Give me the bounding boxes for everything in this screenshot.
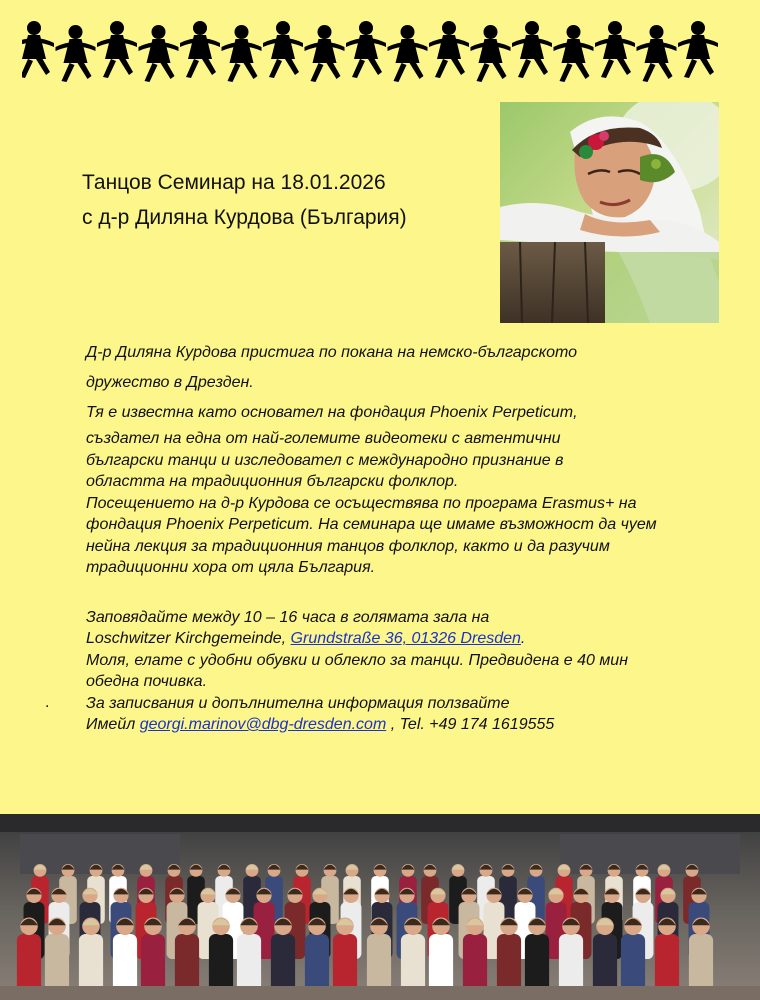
dancer-figure [263, 21, 303, 78]
seminar-description [86, 338, 746, 579]
details-line: Моля, елате с удобни обувки и облекло за танци. Предвидена е 40 мин [86, 651, 629, 669]
dancer-figure [637, 25, 677, 82]
venue-prefix: Loschwitzer Kirchgemeinde, [86, 630, 291, 648]
intro-line: традиционни хора от цяла България. [86, 559, 376, 576]
intro-line: дружество в Дрезден. [86, 374, 254, 391]
intro-line: Посещението на д-р Курдова се осъществява по програма Erasmus+ на [86, 494, 637, 512]
stray-dot: . [45, 694, 50, 711]
dancer-figure [139, 25, 179, 82]
dancer-figure [471, 25, 511, 82]
dancer-figure [180, 21, 220, 78]
dancer-figure [22, 21, 54, 78]
folk-dancers-silhouette-icon [22, 14, 740, 84]
dancer-figure [429, 21, 469, 78]
teacher-portrait-photo [500, 102, 719, 323]
details-line: За записвания и допълнителна информация ползвайте [86, 694, 510, 712]
intro-line: областта на традиционния български фолклор. [86, 473, 459, 490]
dancer-figure [97, 21, 137, 78]
intro-line: създател на една от най-големите видеотеки с автентични [86, 430, 561, 447]
dancer-figure [56, 25, 96, 82]
intro-line: български танци и изследовател с международно признание в [86, 451, 564, 469]
dancer-figure [595, 21, 635, 78]
intro-line: нейна лекция за традиционния танцов фолклор, както и да разучим [86, 537, 610, 555]
intro-line: фондация Phoenix Perpeticum. На семинара ще имаме възможност да чуем [86, 516, 657, 533]
details-line: обедна почивка. [86, 673, 208, 691]
dancer-figure [388, 25, 428, 82]
portrait-icon [500, 102, 719, 323]
venue-line [86, 628, 746, 649]
title-line-date: Танцов Семинар на 18.01.2026 [82, 171, 386, 194]
dancer-figure [305, 25, 345, 82]
group-photo-icon [0, 814, 760, 1000]
group-photo [0, 814, 760, 1000]
dancer-figure [346, 21, 386, 78]
address-link[interactable]: Grundstraße 36, 01326 Dresden [290, 630, 521, 648]
intro-line: Д-р Диляна Курдова пристига по покана на немско-българското [86, 344, 578, 361]
dancer-figure [512, 21, 552, 78]
email-prefix: Имейл [86, 716, 140, 734]
contact-line [86, 714, 746, 735]
dancer-figure [222, 25, 262, 82]
venue-suffix: . [520, 630, 526, 648]
phone-text: , Tel. +49 174 1619555 [386, 716, 555, 734]
details-line: Заповядайте между 10 – 16 часа в голямата зала на [86, 609, 490, 626]
title-line-teacher: с д-р Диляна Курдова (България) [82, 206, 407, 229]
dancer-figure [678, 21, 718, 78]
email-link[interactable]: georgi.marinov@dbg-dresden.com [139, 716, 387, 734]
event-details [86, 607, 746, 735]
dancer-figure [554, 25, 594, 82]
intro-line: Тя е известна като основател на фондация Phoenix Perpeticum, [86, 404, 578, 421]
seminar-title [82, 165, 407, 235]
